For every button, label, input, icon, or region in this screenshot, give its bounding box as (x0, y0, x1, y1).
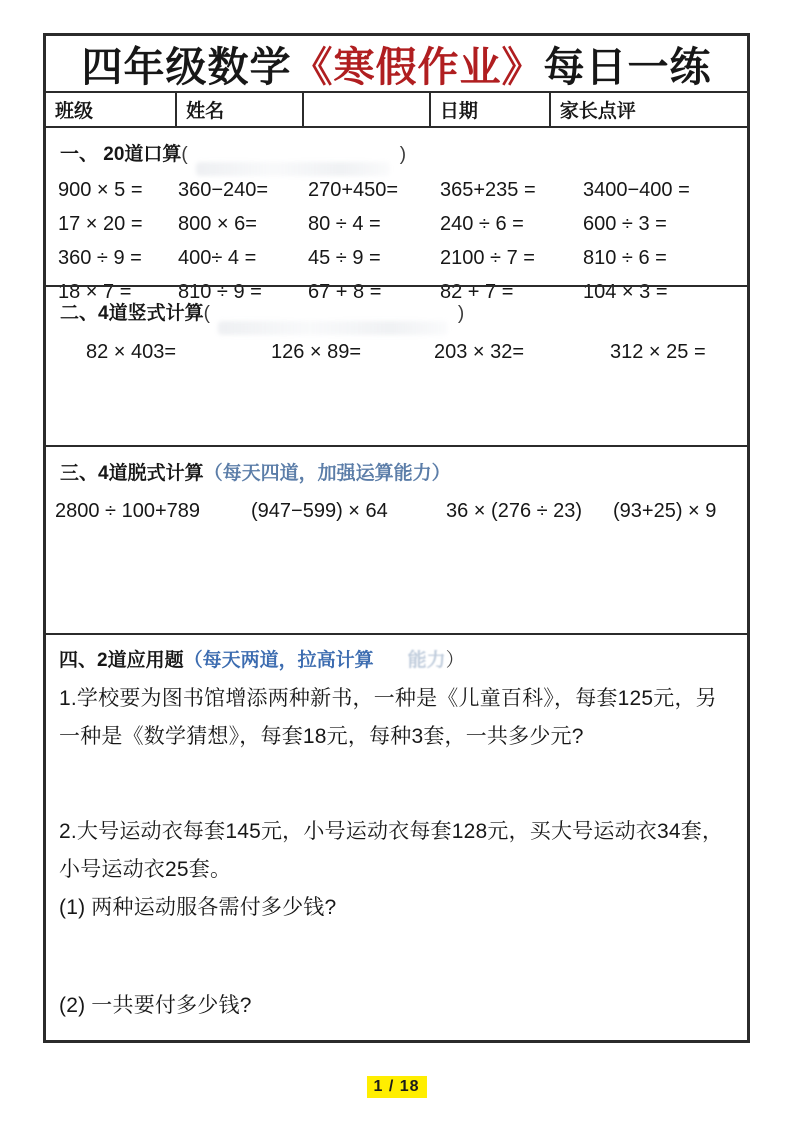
word-problem-1: 1.学校要为图书馆增添两种新书，一种是《儿童百科》，每套125元，另一种是《数学猜想》，每套18元，每种3套，一共多少元? (59, 687, 717, 748)
paren-open: （ (183, 650, 203, 671)
stepwise-problem: 2800 ÷ 100+789 (55, 500, 200, 522)
worksheet-page (43, 33, 750, 1043)
oral-problem: 18 × 7 = (58, 281, 132, 303)
section-vertical-calculation (46, 285, 747, 445)
erased-text-smudge (196, 162, 390, 176)
oral-problem: 270+450= (308, 179, 399, 201)
vertical-problem: 312 × 25 = (610, 341, 706, 363)
stepwise-problems-row (55, 500, 747, 523)
erased-text-smudge (218, 321, 448, 335)
section-one-heading (60, 139, 747, 166)
section-three-note: 每天四道，加强运算能力 (222, 463, 432, 484)
oral-problem: 17 × 20 = (58, 213, 143, 235)
paren-close: ) (457, 303, 465, 324)
page-indicator: 1 / 18 (366, 1076, 426, 1098)
oral-problem: 810 ÷ 9 = (178, 281, 262, 303)
student-info-bar (46, 91, 747, 126)
section-word-problems (46, 633, 747, 1040)
word-problem-2: 2.大号运动衣每套145元，小号运动衣每套128元，买大号运动衣34套，小号运动衣25套。 (59, 820, 724, 881)
section-two-heading (60, 298, 747, 325)
oral-problem: 67 + 8 = (308, 281, 382, 303)
date-label: 日期 (439, 101, 478, 122)
oral-problem: 360−240= (178, 179, 269, 201)
oral-problem: 82 + 7 = (440, 281, 514, 303)
stepwise-problem: 36 × (276 ÷ 23) (446, 500, 583, 522)
section-stepwise-calculation (46, 445, 747, 633)
oral-problem: 600 ÷ 3 = (583, 213, 667, 235)
page-title (46, 36, 747, 91)
name-label: 姓名 (186, 101, 225, 122)
oral-problem: 800 × 6= (178, 213, 257, 235)
oral-problem: 400÷ 4 = (178, 247, 257, 269)
paren-open: （ (203, 463, 223, 484)
parent-comment-label: 家长点评 (559, 101, 636, 122)
word-problem-2-question-1: (1) 两种运动服各需付多少钱? (59, 896, 337, 919)
section-two-title: 二、4道竖式计算 (60, 303, 204, 324)
oral-problem: 104 × 3 = (583, 281, 668, 303)
title-red-emphasis: 《寒假作业》 (291, 44, 544, 90)
vertical-problem: 203 × 32= (434, 341, 525, 363)
section-oral-calculation (46, 126, 747, 303)
section-three-title: 三、4道脱式计算 (60, 463, 204, 484)
vertical-problem: 82 × 403= (86, 341, 177, 363)
oral-problem: 360 ÷ 9 = (58, 247, 142, 269)
section-four-note: 每天两道，拉高计算 (202, 650, 374, 671)
section-four-title: 四、2道应用题 (59, 650, 184, 671)
date-label-cell (431, 93, 551, 126)
section-three-heading (60, 458, 747, 485)
paren-close: ） (431, 463, 451, 484)
oral-problem: 810 ÷ 6 = (583, 247, 667, 269)
oral-problem: 45 ÷ 9 = (308, 247, 381, 269)
oral-problem: 365+235 = (440, 179, 536, 201)
vertical-problem: 126 × 89= (271, 341, 362, 363)
paren-close: ） (445, 650, 465, 671)
paren-open: ( (181, 144, 188, 165)
oral-problem: 900 × 5 = (58, 179, 143, 201)
stepwise-problem: (93+25) × 9 (613, 500, 717, 522)
oral-problem: 2100 ÷ 7 = (440, 247, 535, 269)
blank-cell (304, 93, 431, 126)
name-label-cell (177, 93, 304, 126)
class-label: 班级 (55, 101, 94, 122)
vertical-problems-row (86, 341, 747, 364)
title-prefix: 四年级数学 (81, 44, 292, 90)
section-four-note-faded: 能力 (407, 650, 446, 671)
parent-comment-cell (551, 93, 747, 126)
section-four-heading (59, 645, 731, 672)
class-label-cell (46, 93, 177, 126)
oral-problem: 240 ÷ 6 = (440, 213, 524, 235)
oral-problem: 3400−400 = (583, 179, 690, 201)
paren-open: ( (203, 303, 210, 324)
oral-problem: 80 ÷ 4 = (308, 213, 381, 235)
paren-close: ) (399, 144, 407, 165)
stepwise-problem: (947−599) × 64 (251, 500, 388, 522)
word-problem-2-question-2: (2) 一共要付多少钱? (59, 994, 252, 1017)
section-one-title: 一、 20道口算 (60, 144, 182, 165)
title-suffix: 每日一练 (543, 44, 712, 90)
